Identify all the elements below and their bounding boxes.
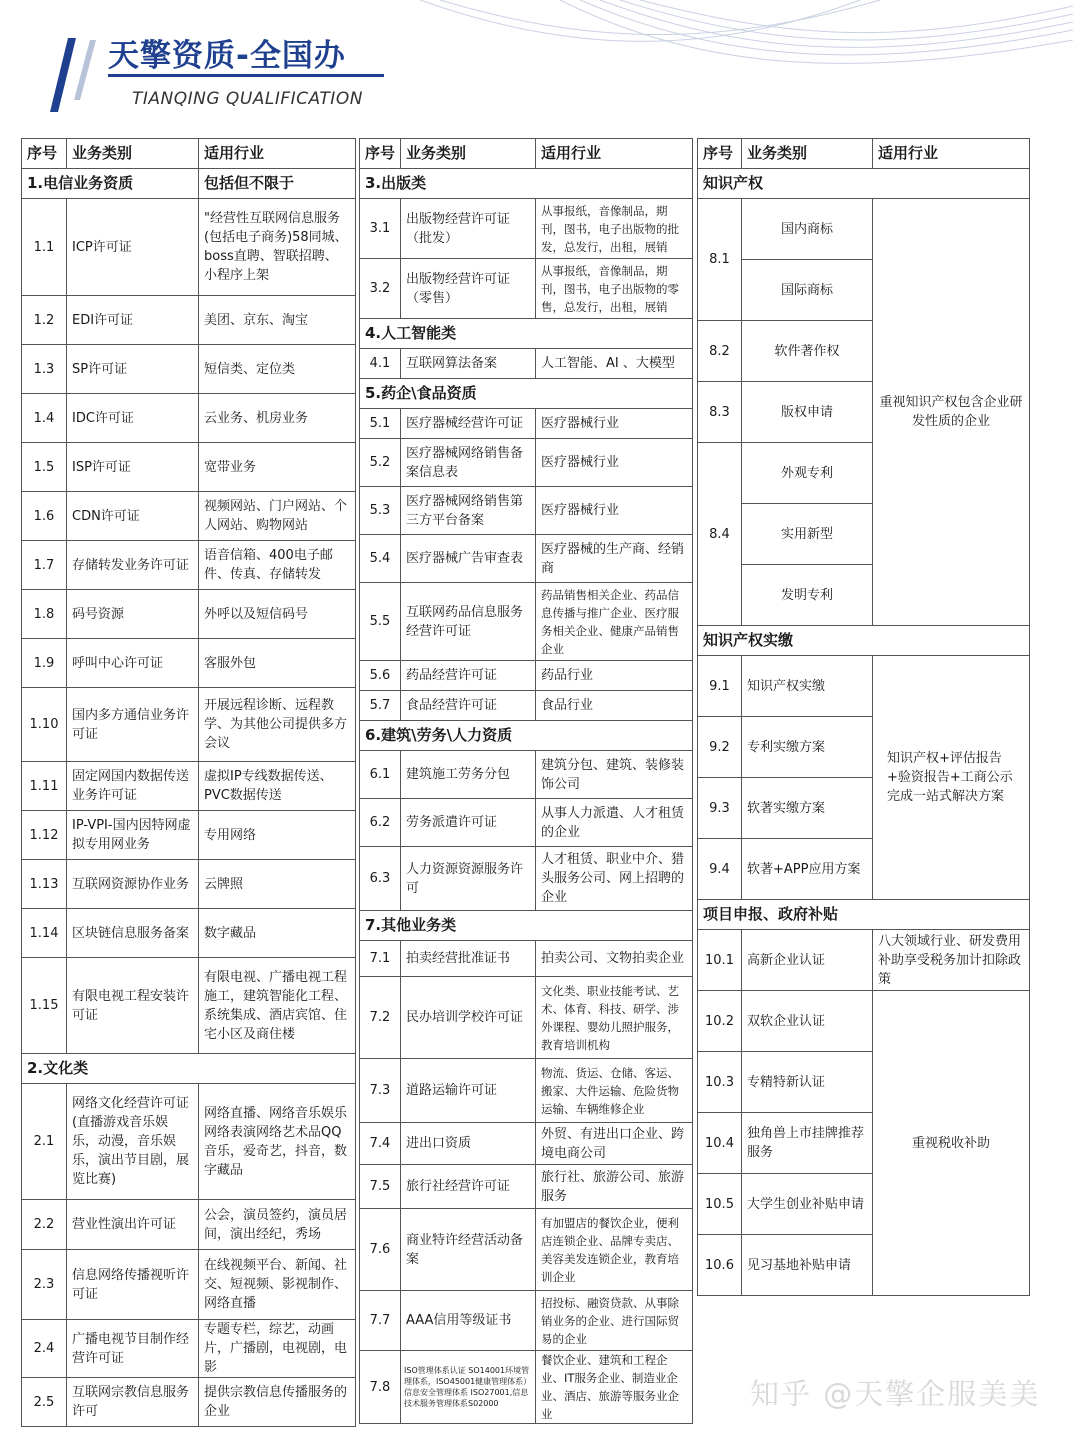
- row-type: 食品经营许可证: [401, 691, 536, 721]
- row-no: 5.1: [360, 409, 401, 439]
- row-industry: 客服外包: [199, 639, 356, 688]
- row-type: 双软企业认证: [742, 991, 873, 1052]
- row-no: 1.9: [22, 639, 67, 688]
- section-title: 5.药企\食品资质: [360, 379, 693, 409]
- row-industry: 重视税收补助: [873, 991, 1030, 1296]
- table-row: [22, 296, 356, 345]
- table-row: [22, 860, 356, 909]
- row-type: 进出口资质: [401, 1123, 536, 1165]
- row-type: 专利实缴方案: [742, 717, 873, 778]
- row-no: 2.1: [22, 1084, 67, 1200]
- section-row: [360, 379, 693, 409]
- row-no: 1.6: [22, 492, 67, 541]
- row-industry: 数字藏品: [199, 909, 356, 958]
- row-industry: 有限电视、广播电视工程施工，建筑智能化工程、系统集成、酒店宾馆、住宅小区及商住楼: [199, 958, 356, 1054]
- row-no: 10.3: [698, 1052, 742, 1113]
- col-type: 业务类别: [67, 139, 199, 169]
- row-industry: 专用网络: [199, 811, 356, 860]
- row-type: CDN许可证: [67, 492, 199, 541]
- table-row: [360, 199, 693, 259]
- row-type: 营业性演出许可证: [67, 1200, 199, 1250]
- row-no: 5.4: [360, 535, 401, 583]
- row-type: 软件著作权: [742, 321, 873, 382]
- table-row: [22, 958, 356, 1054]
- row-no: 2.4: [22, 1320, 67, 1378]
- row-type: 民办培训学校许可证: [401, 977, 536, 1059]
- row-type: 网络文化经营许可证(直播游戏音乐娱乐，动漫，音乐娱乐，演出节目剧，展览比赛): [67, 1084, 199, 1200]
- row-no: 1.1: [22, 199, 67, 296]
- col-type: 业务类别: [401, 139, 536, 169]
- table-row: [360, 1165, 693, 1209]
- table-row: [360, 847, 693, 911]
- table-row: [22, 492, 356, 541]
- row-industry: 建筑分包、建筑、装修装饰公司: [536, 751, 693, 799]
- table-header: [22, 139, 356, 169]
- table-row: [360, 583, 693, 661]
- section-row: [360, 319, 693, 349]
- row-type: 互联网宗教信息服务许可: [67, 1378, 199, 1427]
- table-row: [22, 1200, 356, 1250]
- row-industry: 美团、京东、淘宝: [199, 296, 356, 345]
- row-type: 存储转发业务许可证: [67, 541, 199, 590]
- row-industry: 网络直播、网络音乐娱乐网络表演网络艺术品QQ音乐，爱奇艺，抖音，数字藏品: [199, 1084, 356, 1200]
- table-row: [360, 751, 693, 799]
- row-no: 1.5: [22, 443, 67, 492]
- page-subtitle: TIANQING QUALIFICATION: [132, 89, 363, 109]
- section-row: [698, 626, 1030, 656]
- row-no: 9.2: [698, 717, 742, 778]
- row-no: 9.1: [698, 656, 742, 717]
- table-row: [360, 1059, 693, 1123]
- table-row: [22, 541, 356, 590]
- row-type: 医疗器械经营许可证: [401, 409, 536, 439]
- col-type: 业务类别: [742, 139, 873, 169]
- section-title: 1.电信业务资质: [22, 169, 199, 199]
- row-industry: 餐饮企业、建筑和工程企业、IT服务企业、制造业企业、酒店、旅游等服务业企业: [536, 1351, 693, 1424]
- section-row: [360, 169, 693, 199]
- table-row: [360, 941, 693, 977]
- table-row: [22, 345, 356, 394]
- table-row: [360, 1123, 693, 1165]
- table-row: [360, 799, 693, 847]
- row-industry: 语音信箱、400电子邮件、传真、存储转发: [199, 541, 356, 590]
- row-no: 1.15: [22, 958, 67, 1054]
- table-row: [360, 535, 693, 583]
- section-title: 知识产权实缴: [698, 626, 1030, 656]
- row-no: 1.4: [22, 394, 67, 443]
- section-row: [698, 169, 1030, 199]
- table-row: [22, 394, 356, 443]
- row-no: 5.2: [360, 439, 401, 487]
- row-type: 版权申请: [742, 382, 873, 443]
- row-no: 1.11: [22, 762, 67, 811]
- row-type: IP-VPI-国内因特网虚拟专用网业务: [67, 811, 199, 860]
- table-row: [22, 590, 356, 639]
- row-industry: 从事报纸，音像制品，期刊，图书，电子出版物的零售，总发行，出租，展销: [536, 259, 693, 319]
- table-row: [360, 1291, 693, 1351]
- row-industry: 公会，演员签约，演员居间，演出经纪，秀场: [199, 1200, 356, 1250]
- col-industry: 适用行业: [199, 139, 356, 169]
- row-no: 10.2: [698, 991, 742, 1052]
- row-type: 劳务派遣许可证: [401, 799, 536, 847]
- row-type: 互联网算法备案: [401, 349, 536, 379]
- row-industry: 药品销售相关企业、药品信息传播与推广企业、医疗服务相关企业、健康产品销售企业: [536, 583, 693, 661]
- row-type: 软著+APP应用方案: [742, 839, 873, 900]
- row-type: EDI许可证: [67, 296, 199, 345]
- row-type: 信息网络传播视听许可证: [67, 1250, 199, 1320]
- section-title: 6.建筑\劳务\人力资质: [360, 721, 693, 751]
- row-type: 外观专利: [742, 443, 873, 504]
- row-industry: 开展远程诊断、远程教学、为其他公司提供多方会议: [199, 688, 356, 762]
- row-no: 1.10: [22, 688, 67, 762]
- section-title: 知识产权: [698, 169, 1030, 199]
- table-header: [360, 139, 693, 169]
- row-no: 9.3: [698, 778, 742, 839]
- row-industry: 物流、货运、仓储、客运、搬家、大件运输、危险货物运输、车辆维修企业: [536, 1059, 693, 1123]
- table-row: [22, 811, 356, 860]
- row-industry: 从事报纸，音像制品，期刊，图书，电子出版物的批发，总发行，出租，展销: [536, 199, 693, 259]
- table-row: [360, 1351, 693, 1424]
- right-table: [697, 138, 1030, 1296]
- row-no: 9.4: [698, 839, 742, 900]
- row-no: 8.3: [698, 382, 742, 443]
- col-industry: 适用行业: [873, 139, 1030, 169]
- table-row: [22, 443, 356, 492]
- section-row: [22, 169, 356, 199]
- row-industry: 云牌照: [199, 860, 356, 909]
- row-industry: 虚拟IP专线数据传送、PVC数据传送: [199, 762, 356, 811]
- table-row: [22, 1320, 356, 1378]
- row-no: 7.7: [360, 1291, 401, 1351]
- row-type: 独角兽上市挂牌推荐服务: [742, 1113, 873, 1174]
- row-type: 专精特新认证: [742, 1052, 873, 1113]
- row-type: 互联网药品信息服务经营许可证: [401, 583, 536, 661]
- row-type: 码号资源: [67, 590, 199, 639]
- row-industry: 食品行业: [536, 691, 693, 721]
- row-no: 1.7: [22, 541, 67, 590]
- row-no: 2.2: [22, 1200, 67, 1250]
- row-type: 区块链信息服务备案: [67, 909, 199, 958]
- row-industry: 重视知识产权包含企业研发性质的企业: [873, 199, 1030, 626]
- row-type: 高新企业认证: [742, 930, 873, 991]
- row-no: 10.5: [698, 1174, 742, 1235]
- left-table: [21, 138, 356, 1427]
- row-type: 呼叫中心许可证: [67, 639, 199, 688]
- row-type: 道路运输许可证: [401, 1059, 536, 1123]
- row-no: 1.8: [22, 590, 67, 639]
- row-no: 1.13: [22, 860, 67, 909]
- row-industry: 有加盟店的餐饮企业，便利店连锁企业、品牌专卖店、美容美发连锁企业，教育培训企业: [536, 1209, 693, 1291]
- row-no: 1.3: [22, 345, 67, 394]
- table-row: [22, 639, 356, 688]
- row-type: 国际商标: [742, 260, 873, 321]
- row-type: ICP许可证: [67, 199, 199, 296]
- row-no: 3.2: [360, 259, 401, 319]
- row-type: ISO管理体系认证 SO14001环境管理体系，ISO45001健康管理体系）信息安全管理体系 ISO27001,信息技术服务管理体系S02000: [401, 1351, 536, 1424]
- row-no: 6.2: [360, 799, 401, 847]
- table-row: [360, 691, 693, 721]
- table-row: [360, 1209, 693, 1291]
- row-no: 1.12: [22, 811, 67, 860]
- row-no: 10.4: [698, 1113, 742, 1174]
- row-no: 5.5: [360, 583, 401, 661]
- row-type: IDC许可证: [67, 394, 199, 443]
- row-no: 7.3: [360, 1059, 401, 1123]
- row-industry: 医疗器械的生产商、经销商: [536, 535, 693, 583]
- row-type: 医疗器械网络销售第三方平台备案: [401, 487, 536, 535]
- table-row: [22, 909, 356, 958]
- row-type: 旅行社经营许可证: [401, 1165, 536, 1209]
- table-row: [22, 1250, 356, 1320]
- table-row: [22, 1084, 356, 1200]
- table-row: [360, 487, 693, 535]
- row-no: 10.1: [698, 930, 742, 991]
- row-type: 实用新型: [742, 504, 873, 565]
- section-row: [360, 911, 693, 941]
- section-row: [22, 1054, 356, 1084]
- row-industry: 拍卖公司、文物拍卖企业: [536, 941, 693, 977]
- row-no: 2.5: [22, 1378, 67, 1427]
- section-title: 项目申报、政府补贴: [698, 900, 1030, 930]
- row-type: SP许可证: [67, 345, 199, 394]
- row-type: 国内商标: [742, 199, 873, 260]
- table-row: [22, 199, 356, 296]
- row-industry: 招投标、融资贷款、从事除销业务的企业、进行国际贸易的企业: [536, 1291, 693, 1351]
- table-row: [698, 656, 1030, 717]
- row-no: 5.7: [360, 691, 401, 721]
- row-no: 8.2: [698, 321, 742, 382]
- row-no: 1.14: [22, 909, 67, 958]
- row-no: 7.2: [360, 977, 401, 1059]
- row-type: 软著实缴方案: [742, 778, 873, 839]
- section-title: 3.出版类: [360, 169, 693, 199]
- row-industry: 从事人力派遣、人才租赁的企业: [536, 799, 693, 847]
- section-title: 7.其他业务类: [360, 911, 693, 941]
- row-industry: 宽带业务: [199, 443, 356, 492]
- row-industry: 短信类、定位类: [199, 345, 356, 394]
- row-industry: 医疗器械行业: [536, 439, 693, 487]
- row-type: ISP许可证: [67, 443, 199, 492]
- row-type: 建筑施工劳务分包: [401, 751, 536, 799]
- table-row: [698, 991, 1030, 1052]
- row-no: 8.4: [698, 443, 742, 626]
- row-no: 7.4: [360, 1123, 401, 1165]
- row-industry: 人才租赁、职业中介、猎头服务公司、网上招聘的企业: [536, 847, 693, 911]
- row-no: 10.6: [698, 1235, 742, 1296]
- row-industry: 知识产权+评估报告+验资报告+工商公示完成一站式解决方案: [873, 656, 1030, 900]
- row-industry: "经营性互联网信息服务(包括电子商务)58同城、boss直聘、智联招聘、小程序上架: [199, 199, 356, 296]
- table-row: [360, 349, 693, 379]
- table-row: [22, 688, 356, 762]
- col-no: 序号: [360, 139, 401, 169]
- section-note: 包括但不限于: [199, 169, 356, 199]
- row-no: 7.8: [360, 1351, 401, 1424]
- row-industry: 视频网站、门户网站、个人网站、购物网站: [199, 492, 356, 541]
- table-row: [360, 439, 693, 487]
- col-industry: 适用行业: [536, 139, 693, 169]
- row-industry: 在线视频平台、新闻、社交、短视频、影视制作、网络直播: [199, 1250, 356, 1320]
- row-industry: 专题专栏，综艺，动画片，广播剧，电视剧，电影: [199, 1320, 356, 1378]
- row-industry: 医疗器械行业: [536, 409, 693, 439]
- row-type: 商业特许经营活动备案: [401, 1209, 536, 1291]
- col-no: 序号: [22, 139, 67, 169]
- page-title: 天擎资质-全国办: [108, 38, 346, 74]
- row-type: 广播电视节目制作经营许可证: [67, 1320, 199, 1378]
- table-row: [698, 930, 1030, 991]
- row-no: 3.1: [360, 199, 401, 259]
- table-row: [360, 259, 693, 319]
- table-row: [360, 977, 693, 1059]
- table-row: [360, 409, 693, 439]
- row-no: 7.1: [360, 941, 401, 977]
- row-industry: 外呼以及短信码号: [199, 590, 356, 639]
- row-industry: 文化类、职业技能考试、艺术、体育、科技、研学、涉外课程、婴幼儿照护服务，教育培训机构: [536, 977, 693, 1059]
- col-no: 序号: [698, 139, 742, 169]
- row-type: 国内多方通信业务许可证: [67, 688, 199, 762]
- row-type: 药品经营许可证: [401, 661, 536, 691]
- row-industry: 八大领域行业、研发费用补助享受税务加计扣除政策: [873, 930, 1030, 991]
- row-industry: 提供宗教信息传播服务的企业: [199, 1378, 356, 1427]
- section-title: 2.文化类: [22, 1054, 356, 1084]
- row-no: 5.3: [360, 487, 401, 535]
- row-type: 出版物经营许可证（批发）: [401, 199, 536, 259]
- watermark: 知乎 @天擎企服美美: [750, 1377, 1041, 1411]
- row-type: 固定网国内数据传送业务许可证: [67, 762, 199, 811]
- row-no: 5.6: [360, 661, 401, 691]
- row-type: 医疗器械网络销售备案信息表: [401, 439, 536, 487]
- section-row: [360, 721, 693, 751]
- row-type: 互联网资源协作业务: [67, 860, 199, 909]
- row-industry: 药品行业: [536, 661, 693, 691]
- row-type: 拍卖经营批准证书: [401, 941, 536, 977]
- row-type: 有限电视工程安装许可证: [67, 958, 199, 1054]
- middle-table: [359, 138, 693, 1424]
- table-row: [22, 762, 356, 811]
- table-row: [698, 199, 1030, 260]
- row-type: AAA信用等级证书: [401, 1291, 536, 1351]
- title-underline: [108, 74, 384, 77]
- row-no: 8.1: [698, 199, 742, 321]
- row-no: 2.3: [22, 1250, 67, 1320]
- row-no: 7.5: [360, 1165, 401, 1209]
- row-type: 出版物经营许可证（零售）: [401, 259, 536, 319]
- table-header: [698, 139, 1030, 169]
- row-no: 6.1: [360, 751, 401, 799]
- row-no: 4.1: [360, 349, 401, 379]
- section-row: [698, 900, 1030, 930]
- row-no: 6.3: [360, 847, 401, 911]
- table-row: [360, 661, 693, 691]
- row-no: 1.2: [22, 296, 67, 345]
- row-no: 7.6: [360, 1209, 401, 1291]
- row-industry: 云业务、机房业务: [199, 394, 356, 443]
- row-industry: 外贸、有进出口企业、跨境电商公司: [536, 1123, 693, 1165]
- table-row: [22, 1378, 356, 1427]
- row-type: 见习基地补贴申请: [742, 1235, 873, 1296]
- row-type: 发明专利: [742, 565, 873, 626]
- row-industry: 医疗器械行业: [536, 487, 693, 535]
- section-title: 4.人工智能类: [360, 319, 693, 349]
- row-type: 知识产权实缴: [742, 656, 873, 717]
- row-type: 医疗器械广告审查表: [401, 535, 536, 583]
- row-industry: 人工智能、AI 、大模型: [536, 349, 693, 379]
- row-type: 人力资源资源服务许可: [401, 847, 536, 911]
- row-industry: 旅行社、旅游公司、旅游服务: [536, 1165, 693, 1209]
- row-type: 大学生创业补贴申请: [742, 1174, 873, 1235]
